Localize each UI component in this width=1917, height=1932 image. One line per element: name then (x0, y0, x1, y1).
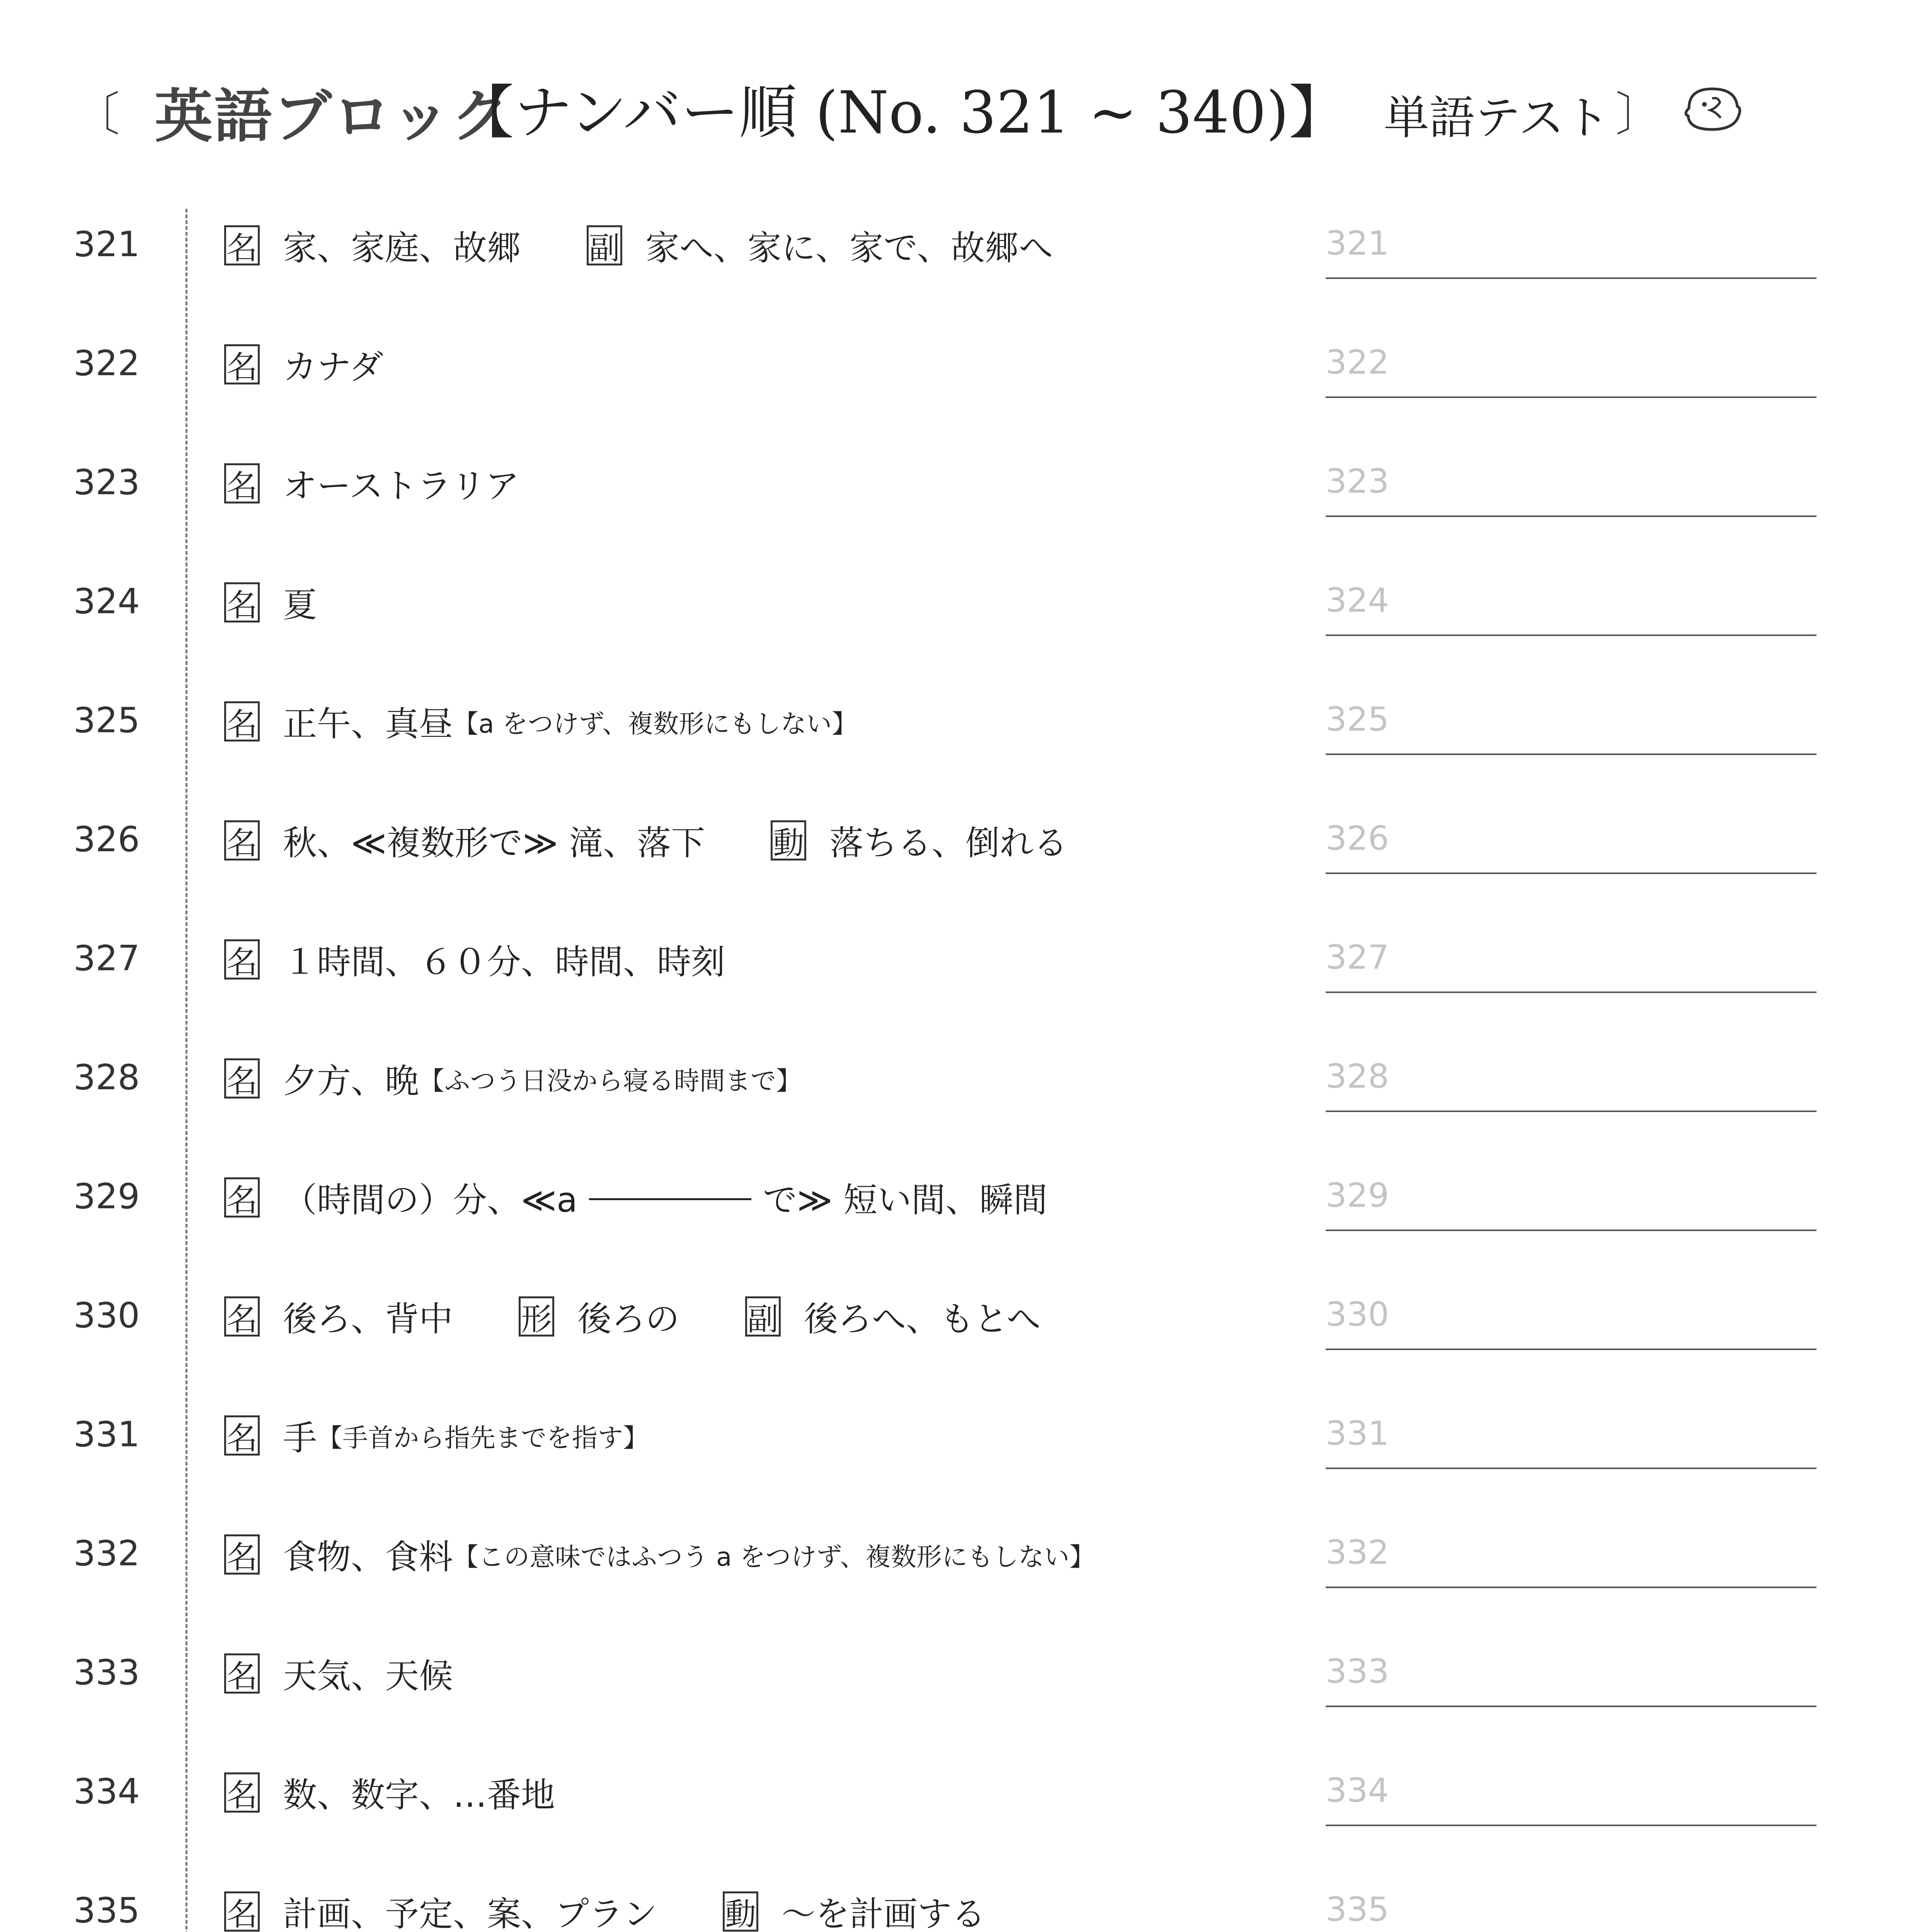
answer-field[interactable] (1326, 1825, 1817, 1826)
answer-field[interactable] (1326, 1230, 1817, 1231)
meaning-text: 食物、食料 (283, 1537, 453, 1577)
item-meaning (224, 1886, 986, 1932)
answer-field[interactable] (1326, 277, 1817, 279)
meaning-text: 家、家庭、故郷 (283, 228, 521, 268)
smiley-face-icon (1677, 81, 1747, 135)
pos-verb-badge: 動 (723, 1891, 758, 1932)
list-item (0, 1161, 1917, 1280)
pos-noun-badge: 名 (224, 344, 260, 384)
answer-field[interactable] (1326, 753, 1817, 755)
item-number: 325 (73, 700, 140, 741)
item-meaning (224, 1053, 802, 1104)
meaning-text: 計画、予定、案、プラン (283, 1894, 657, 1932)
meaning-text: 後ろ、背中 (283, 1299, 453, 1339)
answer-number: 332 (1326, 1533, 1389, 1572)
answer-field[interactable] (1326, 1111, 1817, 1112)
pos-noun-badge: 名 (224, 939, 260, 980)
pos-noun-badge: 名 (224, 1534, 260, 1575)
answer-field[interactable] (1326, 872, 1817, 874)
list-item (0, 1518, 1917, 1637)
item-meaning (224, 696, 857, 747)
list-item (0, 685, 1917, 804)
meaning-text: １時間、６０分、時間、時刻 (283, 942, 725, 982)
pos-noun-badge: 名 (224, 820, 260, 861)
answer-number: 333 (1326, 1652, 1389, 1691)
meaning-note: 【a をつけず、複数形にもしない】 (453, 709, 858, 739)
meaning-text: カナダ (283, 347, 383, 387)
page-header (73, 66, 1851, 155)
answer-field[interactable] (1326, 1468, 1817, 1469)
list-item (0, 447, 1917, 566)
fill-in-blank (589, 1195, 751, 1200)
pos-noun-badge: 名 (224, 1891, 260, 1932)
item-meaning (224, 458, 519, 509)
answer-number: 330 (1326, 1295, 1389, 1334)
list-item (0, 1399, 1917, 1518)
pos-noun-badge: 名 (224, 463, 260, 503)
meaning-note: 【この意味ではふつう a をつけず、複数形にもしない】 (453, 1542, 1095, 1572)
list-item (0, 1756, 1917, 1875)
answer-number: 334 (1326, 1771, 1389, 1810)
item-number: 335 (73, 1890, 140, 1931)
answer-field[interactable] (1326, 515, 1817, 517)
meaning-note: 【手首から指先までを指す】 (317, 1423, 649, 1453)
item-meaning (224, 1410, 649, 1461)
meaning-text: ～を計画する (781, 1894, 986, 1932)
item-meaning (224, 339, 383, 389)
answer-number: 326 (1326, 819, 1389, 858)
list-item (0, 923, 1917, 1042)
header-close-bracket: 〕 (1616, 88, 1662, 141)
pos-noun-badge: 名 (224, 1653, 260, 1694)
meaning-text: 秋、≪複数形で≫ 滝、落下 (283, 823, 705, 863)
answer-number: 325 (1326, 700, 1389, 739)
answer-number: 331 (1326, 1414, 1389, 1453)
item-meaning (224, 1648, 453, 1699)
meaning-note: 【ふつう日没から寝る時間まで】 (419, 1066, 802, 1096)
item-meaning (224, 220, 1053, 270)
item-number: 326 (73, 819, 140, 860)
answer-number: 324 (1326, 581, 1389, 620)
item-number: 327 (73, 938, 140, 979)
meaning-text: 後ろへ、もとへ (804, 1299, 1041, 1339)
meaning-text: （時間の）分、≪a (283, 1180, 578, 1220)
item-number: 331 (73, 1414, 140, 1455)
meaning-text: 手 (283, 1418, 317, 1458)
answer-number: 327 (1326, 938, 1389, 977)
item-number: 333 (73, 1652, 140, 1693)
item-number: 328 (73, 1057, 140, 1098)
item-meaning (224, 1172, 1047, 1223)
pos-noun-badge: 名 (224, 225, 260, 265)
answer-field[interactable] (1326, 1706, 1817, 1707)
answer-field[interactable] (1326, 992, 1817, 993)
answer-field[interactable] (1326, 1349, 1817, 1350)
page-title: 【ナンバー順 (No. 321 ~ 340)】 (456, 79, 1347, 146)
meaning-text: 天気、天候 (283, 1656, 453, 1696)
item-meaning (224, 1767, 555, 1818)
pos-verb-badge: 動 (771, 820, 806, 861)
answer-number: 328 (1326, 1057, 1389, 1096)
pos-adverb-badge: 副 (587, 225, 622, 265)
meaning-text: 家へ、家に、家で、故郷へ (645, 228, 1053, 268)
meaning-text: 正午、真昼 (283, 704, 453, 744)
brand-logo: 英語ブロック (155, 83, 511, 150)
item-number: 332 (73, 1533, 140, 1574)
meaning-text: 夏 (283, 585, 317, 625)
answer-number: 335 (1326, 1890, 1389, 1929)
pos-noun-badge: 名 (224, 701, 260, 742)
item-meaning (224, 577, 317, 628)
meaning-text: 後ろの (577, 1299, 680, 1339)
pos-noun-badge: 名 (224, 1296, 260, 1337)
meaning-text: 数、数字、…番地 (283, 1775, 555, 1815)
list-item (0, 1042, 1917, 1161)
item-number: 324 (73, 581, 140, 622)
list-item (0, 328, 1917, 447)
item-number: 322 (73, 343, 140, 384)
answer-number: 322 (1326, 343, 1389, 382)
item-meaning (224, 934, 725, 985)
item-meaning (224, 815, 1067, 866)
answer-field[interactable] (1326, 1587, 1817, 1588)
pos-noun-badge: 名 (224, 1772, 260, 1813)
meaning-text: 落ちる、倒れる (829, 823, 1068, 863)
answer-number: 329 (1326, 1176, 1389, 1215)
meaning-text: 夕方、晩 (283, 1061, 419, 1101)
list-item (0, 1637, 1917, 1756)
list-item (0, 209, 1917, 328)
item-meaning (224, 1529, 1095, 1580)
pos-noun-badge: 名 (224, 1415, 260, 1456)
item-number: 329 (73, 1176, 140, 1217)
list-item (0, 1875, 1917, 1932)
pos-noun-badge: 名 (224, 1177, 260, 1218)
pos-adjective-badge: 形 (519, 1296, 554, 1337)
answer-number: 323 (1326, 462, 1389, 501)
meaning-text: オーストラリア (283, 466, 519, 506)
item-meaning (224, 1291, 1041, 1342)
item-number: 323 (73, 462, 140, 503)
answer-number: 321 (1326, 224, 1389, 263)
meaning-text: で≫ 短い間、瞬間 (763, 1180, 1048, 1220)
list-item (0, 1280, 1917, 1399)
pos-noun-badge: 名 (224, 1058, 260, 1099)
page-subtitle: 単語テスト (1384, 91, 1610, 145)
pos-noun-badge: 名 (224, 582, 260, 622)
answer-field[interactable] (1326, 634, 1817, 636)
list-item (0, 804, 1917, 923)
header-open-bracket: 〔 (73, 88, 120, 141)
item-number: 330 (73, 1295, 140, 1336)
pos-adverb-badge: 副 (745, 1296, 781, 1337)
answer-field[interactable] (1326, 396, 1817, 398)
item-number: 321 (73, 224, 140, 265)
item-number: 334 (73, 1771, 140, 1812)
list-item (0, 566, 1917, 685)
